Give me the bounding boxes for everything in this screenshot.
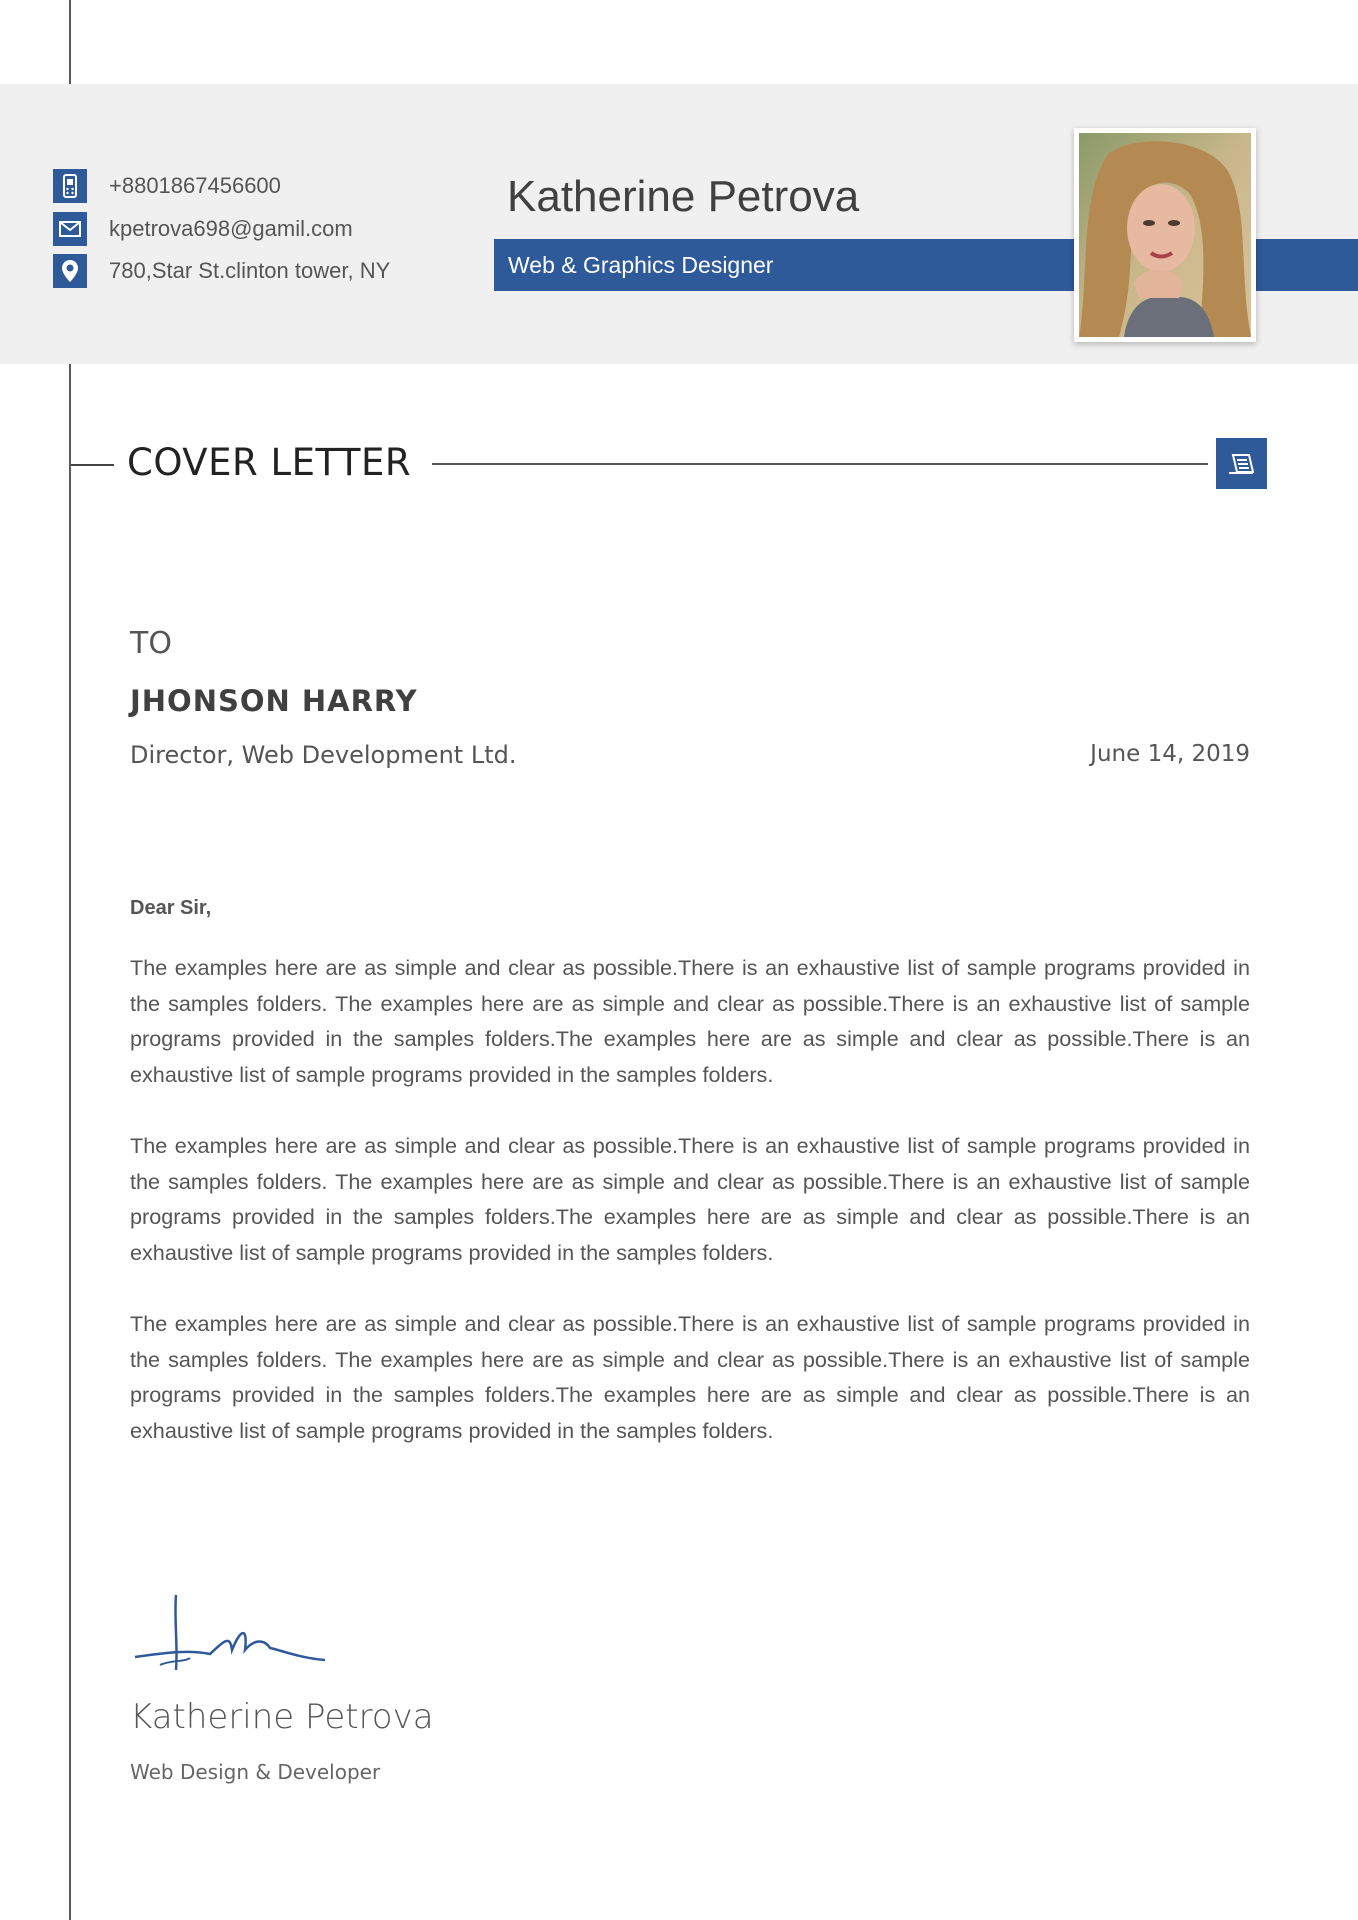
document-icon xyxy=(1216,438,1267,489)
section-title: COVER LETTER xyxy=(127,441,412,484)
signature xyxy=(130,1590,330,1680)
phone-icon xyxy=(53,169,87,203)
recipient-title: Director, Web Development Ltd. xyxy=(130,741,517,769)
applicant-name: Katherine Petrova xyxy=(507,172,860,221)
location-pin-icon xyxy=(53,254,87,288)
salutation: Dear Sir, xyxy=(130,897,212,919)
letter-paragraph: The examples here are as simple and clear as possible.There is an exhaustive list of sample programs provided in the samples folders. The examples here are as simple and clear as possible.There is an exhaustive list of sample programs provided in the samples folders.The examples here are as simple and clear as possible.There is an exhaustive list of sample programs provided in the samples folders. xyxy=(130,1133,1250,1265)
profile-photo xyxy=(1079,133,1251,337)
signoff-name: Katherine Petrova xyxy=(130,1697,434,1737)
letter-paragraph: The examples here are as simple and clear as possible.There is an exhaustive list of sample programs provided in the samples folders. The examples here are as simple and clear as possible.There is an exhaustive list of sample programs provided in the samples folders.The examples here are as simple and clear as possible.There is an exhaustive list of sample programs provided in the samples folders. xyxy=(130,955,1250,1087)
to-label: TO xyxy=(130,626,172,661)
mail-icon xyxy=(53,212,87,246)
recipient-name: JHONSON HARRY xyxy=(130,684,418,718)
applicant-role: Web & Graphics Designer xyxy=(508,252,774,278)
signoff-role: Web Design & Developer xyxy=(130,1760,381,1784)
section-right-rule xyxy=(432,463,1208,465)
section-left-rule xyxy=(71,464,114,466)
letter-paragraph: The examples here are as simple and clear as possible.There is an exhaustive list of sample programs provided in the samples folders. The examples here are as simple and clear as possible.There is an exhaustive list of sample programs provided in the samples folders.The examples here are as simple and clear as possible.There is an exhaustive list of sample programs provided in the samples folders. xyxy=(130,1311,1250,1443)
contact-address-text: 780,Star St.clinton tower, NY xyxy=(109,258,391,283)
letter-date: June 14, 2019 xyxy=(1090,741,1250,767)
contact-email-text: kpetrova698@gamil.com xyxy=(109,216,353,241)
contact-phone-text: +8801867456600 xyxy=(109,173,281,198)
contact-email xyxy=(53,212,353,246)
contact-phone xyxy=(53,169,281,203)
profile-photo-frame xyxy=(1074,128,1256,342)
contact-address xyxy=(53,254,390,288)
